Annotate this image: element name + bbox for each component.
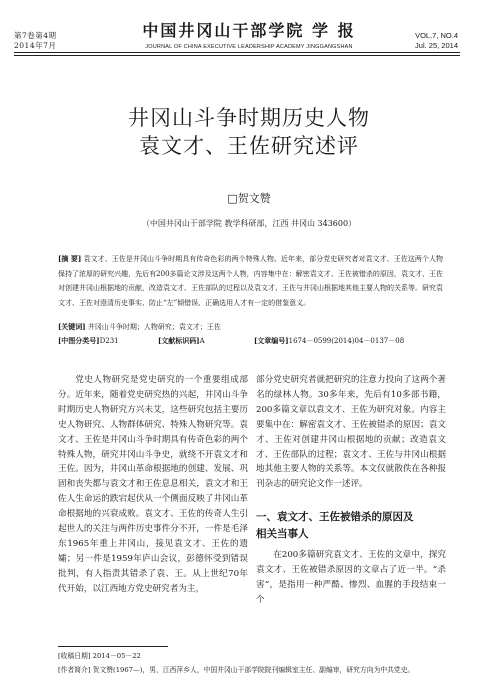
header-rule-thin	[14, 55, 460, 56]
footnote-received: [收稿日期] 2014－05－22	[58, 652, 141, 660]
article-title-line2: 袁文才、王佐研究述评	[139, 134, 359, 158]
footnote-author-bio: [作者简介] 贺文赞(1967—)，男，江西萍乡人，中国井冈山干部学院院刊编辑室主任、副编审，研究方向为中共党史。	[58, 666, 415, 674]
keywords-text: 井冈山斗争时期；人物研究；袁文才；王佐	[87, 323, 221, 331]
keywords-label: [关键词]	[58, 322, 86, 331]
article-title-line1: 井冈山斗争时期历史人物	[128, 106, 370, 130]
section-heading	[256, 509, 456, 543]
section-paragraph: 在200多篇研究袁文才、王佐的文章中，探究袁文才、王佐被错杀原因的文章占了近一半。“杀害”，是指用一种严酷、惨烈、血腥的手段结束一个	[256, 550, 446, 605]
header-rule-thick	[14, 52, 460, 53]
journal-volume-issue-en	[415, 31, 458, 51]
journal-title-en: JOURNAL OF CHINA EXECUTIVE LEADERSHIP ACADEMY JINGGANGSHAN	[145, 44, 353, 50]
journal-title: 中国井冈山干部学院 学 报	[142, 21, 356, 40]
abstract-text: 袁文才、王佐是井冈山斗争时期具有传奇色彩的两个特殊人物。近年来，部分党史研究者对袁文才、王佐这两个人物保持了浓厚的研究兴趣，先后有200多篇论文涉及这两个人物，内容集中在：解密袁文才、王佐被错杀的原因，袁文才、王佐对创建井冈山根据地的贡献，改造袁文才、王佐部队的过程以及袁文才、王佐与井冈山根据地其他主要人物的关系等。研究袁文才、王佐对澄清历史事实、防止“左”倾错误、正确选用人才有一定的借鉴意义。	[58, 255, 444, 307]
section-heading-line1: 一、袁文才、王佐被错杀的原因及	[256, 511, 414, 523]
abstract-label: [摘 要]	[58, 254, 82, 263]
footnote-rule	[58, 646, 168, 647]
article-author: □贺文赞	[227, 192, 271, 205]
date-cn: 2014年7月	[14, 41, 57, 50]
abstract	[58, 252, 443, 310]
class-number: [中图分类号]D231	[58, 336, 119, 345]
document-code: [文献标识码]A	[158, 336, 205, 345]
article-number: [文章编号]1674－0599(2014)04－0137－08	[254, 336, 405, 345]
volume-issue-cn: 第7卷第4期	[14, 31, 57, 40]
volume-issue-en: VOL.7, NO.4	[415, 31, 458, 40]
keywords	[58, 322, 221, 332]
date-en: Jul. 25, 2014	[415, 41, 458, 50]
section-heading-line2: 相关当事人	[256, 528, 309, 540]
body-right-column: 部分党史研究者就把研究的注意力投向了这两个著名的绿林人物。30多年来，先后有10多部书籍，200多篇文章以袁文才、王佐为研究对象。内容主要集中在：解密袁文才、王佐被错杀的原因；袁文才、王佐对创建井冈山根据地的贡献；改造袁文才、王佐部队的过程；袁文才、王佐与井冈山根据地其他主要人物的关系等。本文仅就散佚在各种报刊杂志的研究论文作一述评。	[256, 375, 446, 490]
body-left-column: 党史人物研究是党史研究的一个重要组成部分。近年来，随着党史研究热的兴起，井冈山斗争时期历史人物研究方兴未艾，这些研究包括主要历史人物研究、人物群体研究、特殊人物研究等。袁文才、王佐是井冈山斗争时期具有传奇色彩的两个特殊人物，研究井冈山斗争史，就绕不开袁文才和王佐。因为，井冈山革命根据地的创建、发展、巩固和丧失都与袁文才和王佐息息相关，袁文才和王佐人生命运的跌宕起伏从一个侧面反映了井冈山革命根据地的兴衰成败。袁文才、王佐的传奇人生引起世人的关注与两件历史事件分不开，一件是毛泽东1965年重上井冈山，接见袁文才、王佐的遗孀；另一件是1959年庐山会议，彭德怀受到错误批判，有人指责其错杀了袁、王。从上世纪70年代开始，以江西地方党史研究者为主，	[58, 375, 248, 594]
author-affiliation: （中国井冈山干部学院 教学科研部，江西 井冈山 343600）	[141, 219, 357, 228]
